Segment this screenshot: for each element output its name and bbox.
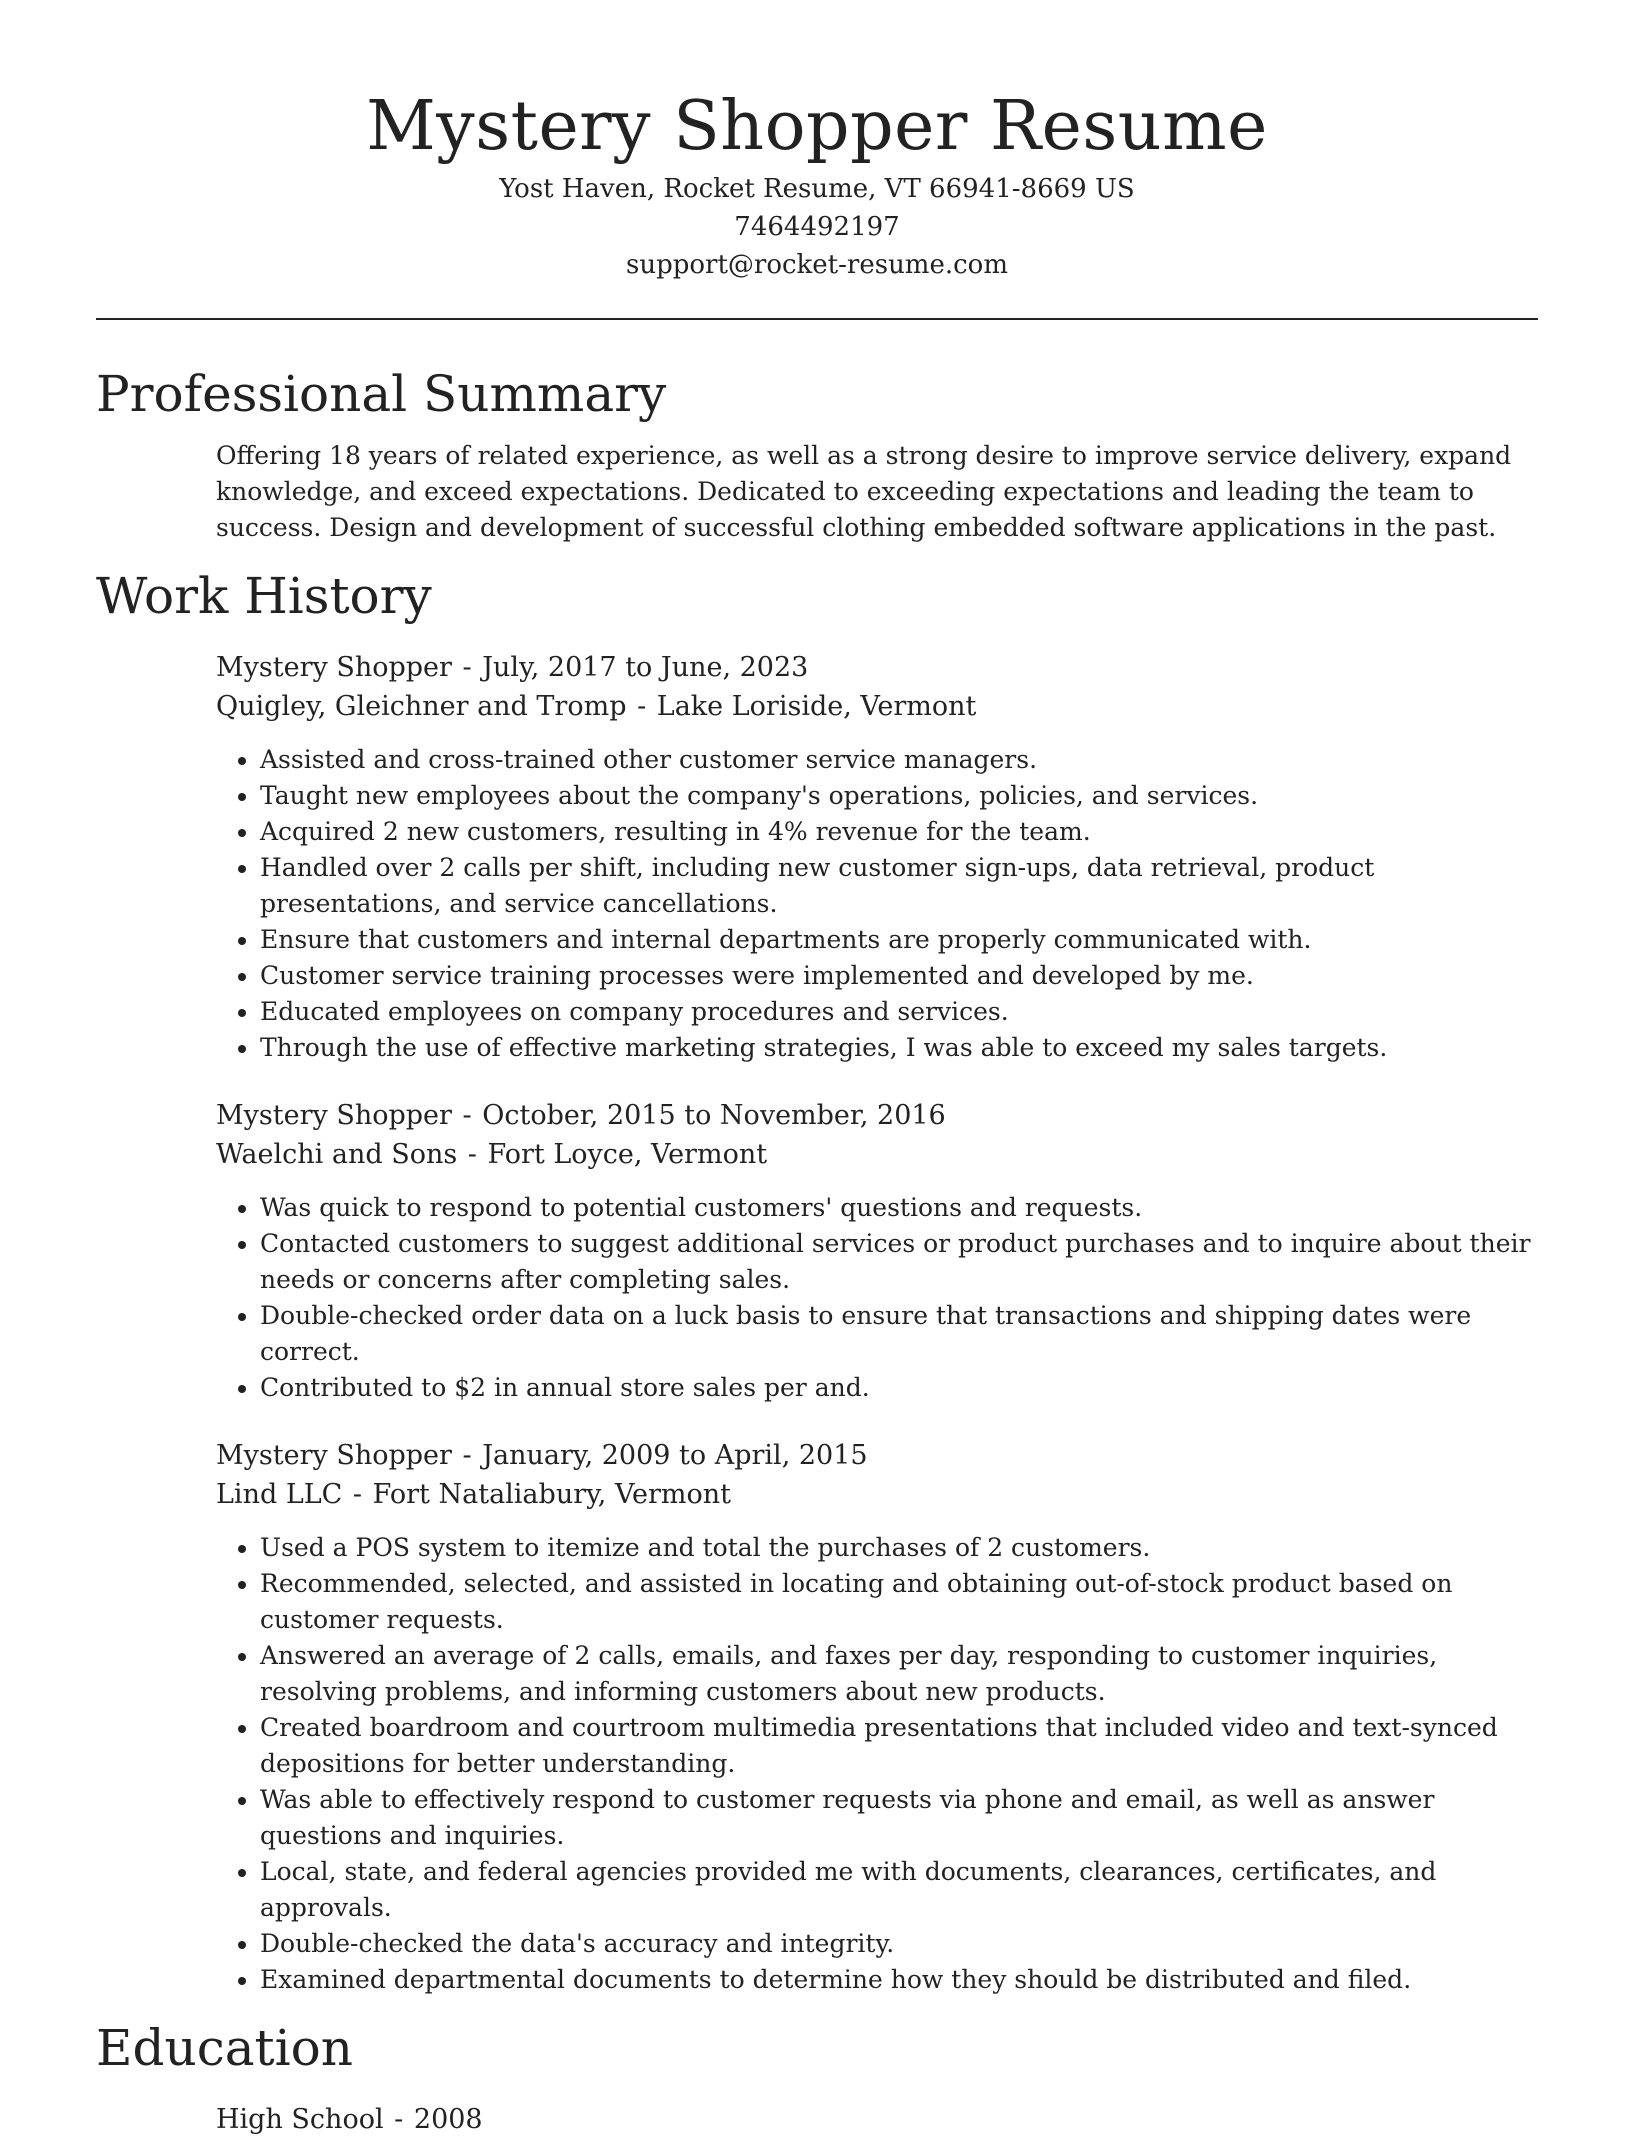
job-separator: -	[459, 1139, 486, 1170]
job-bullet: • Double-checked order data on a luck basis to ensure that transactions and shipping dates were correct.	[260, 1298, 1538, 1370]
job-bullet: • Through the use of effective marketing strategies, I was able to exceed my sales targets.	[260, 1030, 1538, 1066]
job-bullets	[216, 742, 1538, 1066]
job-bullets	[216, 1190, 1538, 1406]
job-bullet: • Contacted customers to suggest additional services or product purchases and to inquire about their needs or concerns after completing sales.	[260, 1226, 1538, 1298]
resume-header	[96, 0, 1538, 284]
job-bullet: • Customer service training processes were implemented and developed by me.	[260, 958, 1538, 994]
education-heading: Education	[96, 2019, 353, 2077]
contact-phone: 7464492197	[734, 212, 900, 242]
job-bullets	[216, 1530, 1538, 1998]
job-company: Lind LLC	[216, 1479, 343, 1510]
job-title-line	[216, 648, 1538, 687]
job-role: Mystery Shopper	[216, 1440, 452, 1471]
resume-page	[96, 0, 1538, 2139]
job-bullet: • Used a POS system to itemize and total the purchases of 2 customers.	[260, 1530, 1538, 1566]
education-list	[216, 2100, 1538, 2139]
job-company: Quigley, Gleichner and Tromp	[216, 691, 627, 722]
job-company-line	[216, 1475, 1538, 1514]
education-separator: -	[385, 2104, 412, 2135]
resume-title: Mystery Shopper Resume	[366, 87, 1268, 166]
contact-address: Yost Haven, Rocket Resume, VT 66941-8669 US	[499, 174, 1135, 204]
job-bullet: • Educated employees on company procedures and services.	[260, 994, 1538, 1030]
job-bullet: • Acquired 2 new customers, resulting in 4% revenue for the team.	[260, 814, 1538, 850]
job-dates: January, 2009 to April, 2015	[482, 1440, 868, 1471]
education-entry	[216, 2100, 1538, 2139]
job-bullet: • Contributed to $2 in annual store sales per and.	[260, 1370, 1538, 1406]
job-separator: -	[453, 1100, 481, 1131]
job-bullet: • Assisted and cross-trained other customer service managers.	[260, 742, 1538, 778]
job-company: Waelchi and Sons	[216, 1139, 458, 1170]
job-entry	[216, 648, 1538, 1066]
job-bullet: • Was able to effectively respond to customer requests via phone and email, as well as answer questions and inquiries.	[260, 1782, 1538, 1854]
job-dates: July, 2017 to June, 2023	[482, 652, 809, 683]
job-title-line	[216, 1096, 1538, 1135]
job-location: Lake Loriside, Vermont	[656, 691, 977, 722]
job-role: Mystery Shopper	[216, 652, 452, 683]
job-title-line	[216, 1436, 1538, 1475]
education-year: 2008	[413, 2104, 483, 2135]
job-entry	[216, 1096, 1538, 1406]
job-bullet: • Handled over 2 calls per shift, including new customer sign-ups, data retrieval, product presentations, and service cancellations.	[260, 850, 1538, 922]
job-separator: -	[628, 691, 655, 722]
work-history-list	[216, 648, 1538, 1998]
header-divider	[96, 318, 1538, 320]
job-company-line	[216, 687, 1538, 726]
job-bullet: • Created boardroom and courtroom multimedia presentations that included video and text-synced depositions for better understanding.	[260, 1710, 1538, 1782]
summary-text: Offering 18 years of related experience, as well as a strong desire to improve service delivery, expand knowledge, and exceed expectations. Dedicated to exceeding expectations and leading the team to success. Design and development of successful clothing embedded software applications in the past.	[216, 441, 1512, 542]
job-location: Fort Nataliabury, Vermont	[372, 1479, 731, 1510]
job-bullet: • Double-checked the data's accuracy and integrity.	[260, 1926, 1538, 1962]
job-company-line	[216, 1135, 1538, 1174]
job-bullet: • Examined departmental documents to determine how they should be distributed and filed.	[260, 1962, 1538, 1998]
job-bullet: • Answered an average of 2 calls, emails, and faxes per day, responding to customer inquiries, resolving problems, and informing customers about new products.	[260, 1638, 1538, 1710]
job-bullet: • Was quick to respond to potential customers' questions and requests.	[260, 1190, 1538, 1226]
job-bullet: • Taught new employees about the company's operations, policies, and services.	[260, 778, 1538, 814]
job-bullet: • Recommended, selected, and assisted in locating and obtaining out-of-stock product based on customer requests.	[260, 1566, 1538, 1638]
job-separator: -	[453, 652, 481, 683]
summary-heading: Professional Summary	[96, 365, 667, 423]
education-degree: High School	[216, 2104, 384, 2135]
job-role: Mystery Shopper	[216, 1100, 452, 1131]
job-entry	[216, 1436, 1538, 1998]
contact-email: support@rocket-resume.com	[625, 250, 1008, 280]
job-location: Fort Loyce, Vermont	[487, 1139, 768, 1170]
job-bullet: • Ensure that customers and internal departments are properly communicated with.	[260, 922, 1538, 958]
job-separator: -	[453, 1440, 481, 1471]
job-separator: -	[344, 1479, 371, 1510]
job-bullet: • Local, state, and federal agencies provided me with documents, clearances, certificates, and approvals.	[260, 1854, 1538, 1926]
job-dates: October, 2015 to November, 2016	[482, 1100, 946, 1131]
work-history-heading: Work History	[96, 567, 432, 625]
